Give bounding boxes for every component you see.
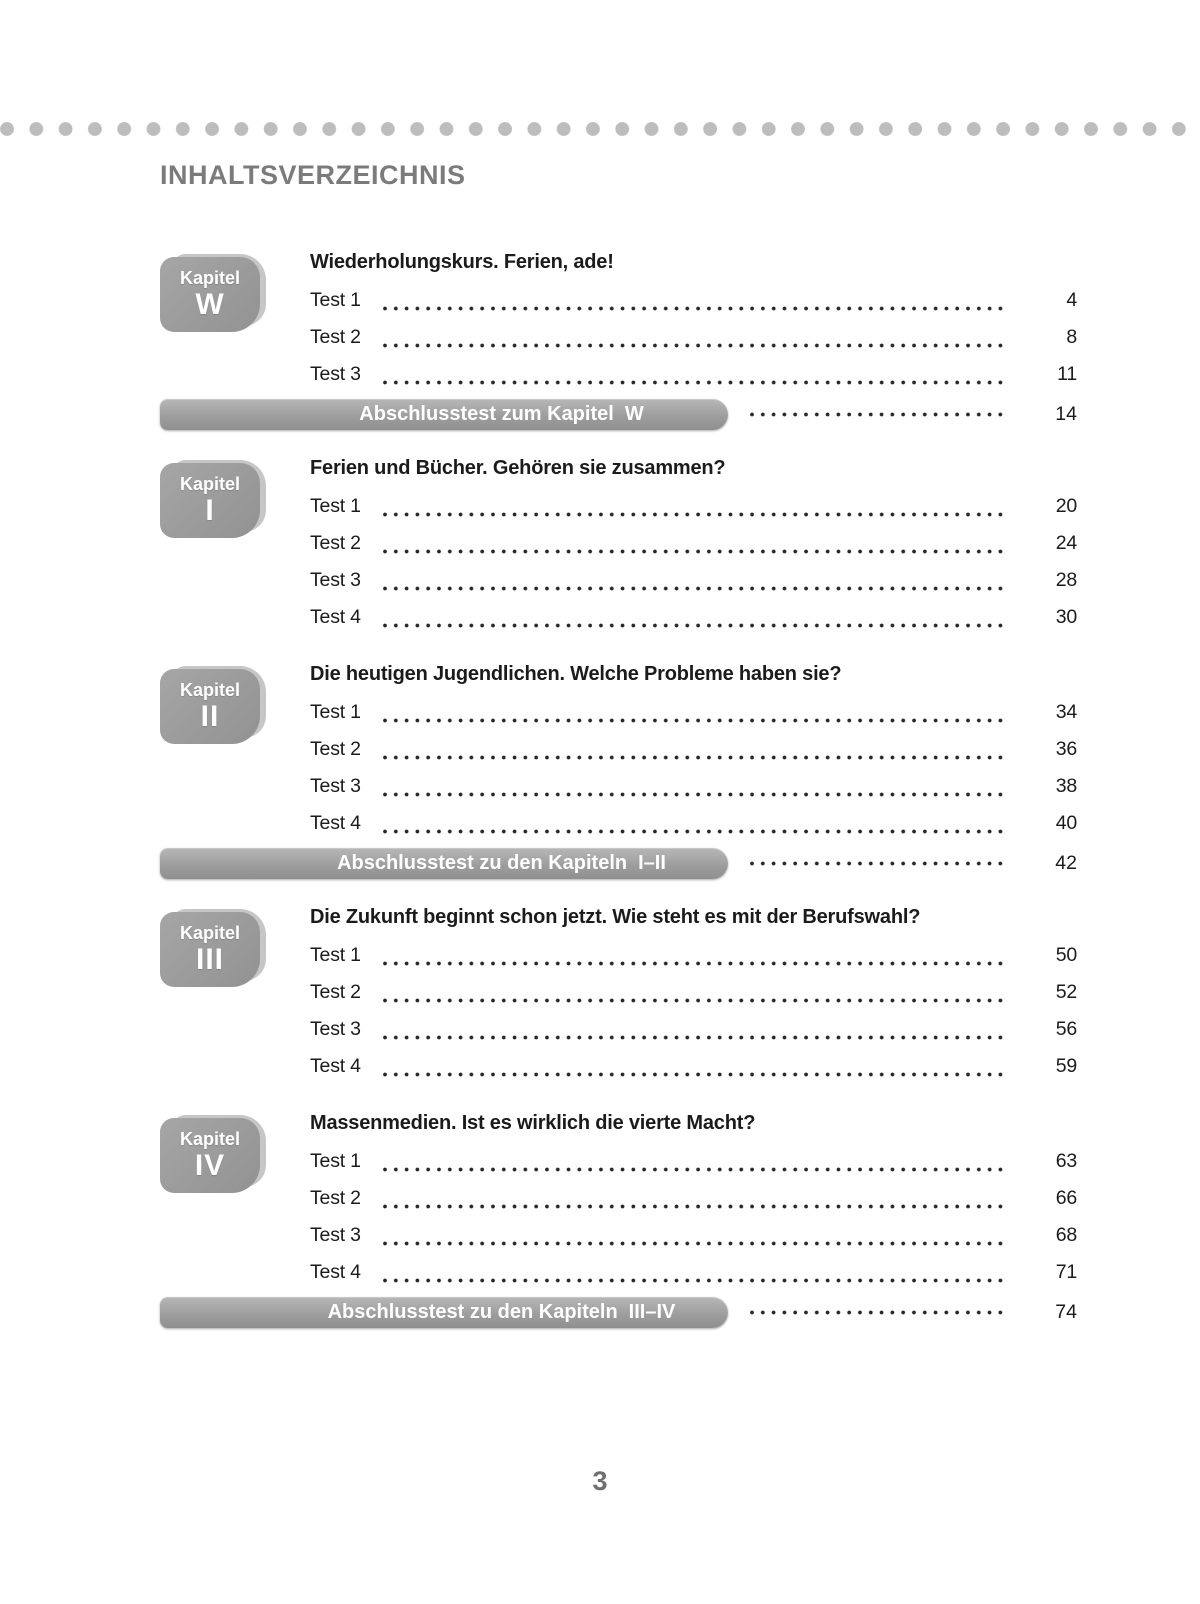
chapter-badge-label: Kapitel — [179, 474, 240, 494]
toc-test-row — [310, 525, 1077, 562]
dotted-leader — [383, 343, 1005, 348]
test-label: Test 1 — [310, 701, 361, 723]
dotted-leader — [383, 549, 1005, 554]
test-label: Test 3 — [310, 1018, 361, 1040]
dotted-leader — [383, 623, 1005, 628]
final-test-scope: III–IV — [628, 1301, 676, 1323]
chapter-badge-face — [160, 257, 260, 332]
final-test-row — [310, 1297, 1077, 1328]
test-label: Test 1 — [310, 944, 361, 966]
chapter-badge-column — [160, 904, 310, 1085]
dotted-leader — [383, 998, 1005, 1003]
test-page-number: 66 — [1055, 1187, 1077, 1209]
chapter-content — [310, 904, 1077, 1085]
chapter-badge-label: Kapitel — [179, 268, 240, 288]
test-label: Test 2 — [310, 532, 361, 554]
test-label: Test 3 — [310, 569, 361, 591]
test-label: Test 2 — [310, 1187, 361, 1209]
test-page-number: 38 — [1055, 775, 1077, 797]
chapter-badge-face — [160, 912, 260, 987]
dotted-leader — [383, 792, 1005, 797]
chapter-test-list — [310, 694, 1077, 879]
chapter-badge — [160, 254, 266, 332]
toc-test-row — [310, 319, 1077, 356]
chapter-badge-column — [160, 1110, 310, 1328]
dotted-leader — [383, 718, 1005, 723]
toc-test-row — [310, 768, 1077, 805]
chapter-badge-numeral: IV — [194, 1149, 226, 1182]
test-page-number: 8 — [1066, 326, 1077, 348]
test-label: Test 4 — [310, 606, 361, 628]
final-test-label: Abschlusstest zum Kapitel — [359, 403, 614, 425]
chapter-badge — [160, 909, 266, 987]
chapter-badge-face — [160, 463, 260, 538]
toc-test-row — [310, 974, 1077, 1011]
chapter-badge-numeral: W — [195, 288, 225, 321]
toc-test-row — [310, 1180, 1077, 1217]
chapter-content — [310, 661, 1077, 879]
dotted-leader — [383, 1035, 1005, 1040]
dotted-leader — [383, 1072, 1005, 1077]
toc-test-row — [310, 1217, 1077, 1254]
test-label: Test 2 — [310, 981, 361, 1003]
test-label: Test 1 — [310, 495, 361, 517]
chapter-section — [160, 1110, 1077, 1328]
test-label: Test 3 — [310, 363, 361, 385]
test-page-number: 36 — [1055, 738, 1077, 760]
final-test-bar — [160, 848, 728, 879]
test-label: Test 2 — [310, 326, 361, 348]
test-label: Test 1 — [310, 1150, 361, 1172]
final-test-label: Abschlusstest zu den Kapiteln — [337, 852, 628, 874]
toc-test-row — [310, 356, 1077, 393]
toc-test-row — [310, 805, 1077, 842]
final-test-page-number: 74 — [1055, 1301, 1077, 1323]
test-page-number: 68 — [1055, 1224, 1077, 1246]
toc-test-row — [310, 1048, 1077, 1085]
dotted-leader — [383, 1167, 1005, 1172]
chapter-content — [310, 455, 1077, 636]
chapter-section — [160, 455, 1077, 636]
chapter-badge-numeral: I — [205, 494, 215, 527]
dotted-leader — [750, 412, 1005, 417]
toc-test-row — [310, 937, 1077, 974]
test-page-number: 52 — [1055, 981, 1077, 1003]
toc-test-row — [310, 562, 1077, 599]
test-page-number: 30 — [1055, 606, 1077, 628]
chapter-badge — [160, 460, 266, 538]
chapter-section — [160, 661, 1077, 879]
chapter-title: Die heutigen Jugendlichen. Welche Probleme haben sie? — [310, 663, 842, 685]
chapter-test-list — [310, 1143, 1077, 1328]
test-page-number: 50 — [1055, 944, 1077, 966]
dotted-leader — [383, 755, 1005, 760]
toc-test-row — [310, 488, 1077, 525]
toc-test-row — [310, 282, 1077, 319]
test-page-number: 63 — [1055, 1150, 1077, 1172]
chapter-badge-label: Kapitel — [179, 680, 240, 700]
footer-page-number: 3 — [592, 1466, 608, 1496]
page-title: INHALTSVERZEICHNIS — [160, 160, 466, 190]
dotted-leader — [383, 1278, 1005, 1283]
chapter-badge-column — [160, 661, 310, 879]
test-label: Test 3 — [310, 775, 361, 797]
dotted-leader — [750, 861, 1005, 866]
toc-test-row — [310, 1143, 1077, 1180]
final-test-label: Abschlusstest zu den Kapiteln — [327, 1301, 618, 1323]
dotted-leader — [383, 829, 1005, 834]
dotted-leader — [383, 586, 1005, 591]
test-label: Test 4 — [310, 1055, 361, 1077]
test-page-number: 40 — [1055, 812, 1077, 834]
test-label: Test 2 — [310, 738, 361, 760]
final-test-row — [310, 399, 1077, 430]
chapter-title: Wiederholungskurs. Ferien, ade! — [310, 251, 614, 273]
dotted-leader — [383, 961, 1005, 966]
dotted-leader — [383, 380, 1005, 385]
test-page-number: 11 — [1057, 363, 1077, 385]
test-page-number: 59 — [1055, 1055, 1077, 1077]
test-page-number: 34 — [1055, 701, 1077, 723]
test-page-number: 24 — [1055, 532, 1077, 554]
chapter-title: Ferien und Bücher. Gehören sie zusammen? — [310, 457, 726, 479]
chapter-badge-label: Kapitel — [179, 923, 240, 943]
chapter-content — [310, 1110, 1077, 1328]
final-test-bar — [160, 399, 728, 430]
test-label: Test 3 — [310, 1224, 361, 1246]
final-test-bar — [160, 1297, 728, 1328]
test-label: Test 4 — [310, 1261, 361, 1283]
chapter-section — [160, 249, 1077, 430]
chapter-badge-numeral: II — [200, 700, 220, 733]
chapter-badge-label: Kapitel — [179, 1129, 240, 1149]
test-page-number: 56 — [1055, 1018, 1077, 1040]
test-page-number: 28 — [1055, 569, 1077, 591]
toc-test-row — [310, 694, 1077, 731]
dotted-leader — [383, 1241, 1005, 1246]
test-page-number: 4 — [1066, 289, 1077, 311]
chapter-section — [160, 904, 1077, 1085]
final-test-page-number: 42 — [1055, 852, 1077, 874]
test-page-number: 20 — [1055, 495, 1077, 517]
final-test-scope: W — [624, 403, 644, 425]
dotted-top-border — [0, 122, 1200, 136]
toc-test-row — [310, 1011, 1077, 1048]
final-test-page-number: 14 — [1055, 403, 1077, 425]
chapter-badge-column — [160, 455, 310, 636]
chapter-test-list — [310, 937, 1077, 1085]
chapter-content — [310, 249, 1077, 430]
dotted-leader — [383, 512, 1005, 517]
table-of-contents — [0, 249, 1200, 1328]
chapter-badge-numeral: III — [195, 943, 224, 976]
chapter-badge-face — [160, 1118, 260, 1193]
chapter-badge-face — [160, 669, 260, 744]
test-page-number: 71 — [1055, 1261, 1077, 1283]
dotted-leader — [383, 1204, 1005, 1209]
chapter-title: Massenmedien. Ist es wirklich die vierte Macht? — [310, 1112, 756, 1134]
dotted-leader — [750, 1310, 1005, 1315]
toc-test-row — [310, 731, 1077, 768]
final-test-row — [310, 848, 1077, 879]
chapter-badge — [160, 1115, 266, 1193]
chapter-badge — [160, 666, 266, 744]
dotted-leader — [383, 306, 1005, 311]
chapter-title: Die Zukunft beginnt schon jetzt. Wie steht es mit der Berufswahl? — [310, 906, 921, 928]
toc-test-row — [310, 599, 1077, 636]
toc-test-row — [310, 1254, 1077, 1291]
chapter-test-list — [310, 282, 1077, 430]
final-test-scope: I–II — [638, 852, 666, 874]
test-label: Test 4 — [310, 812, 361, 834]
test-label: Test 1 — [310, 289, 361, 311]
chapter-test-list — [310, 488, 1077, 636]
